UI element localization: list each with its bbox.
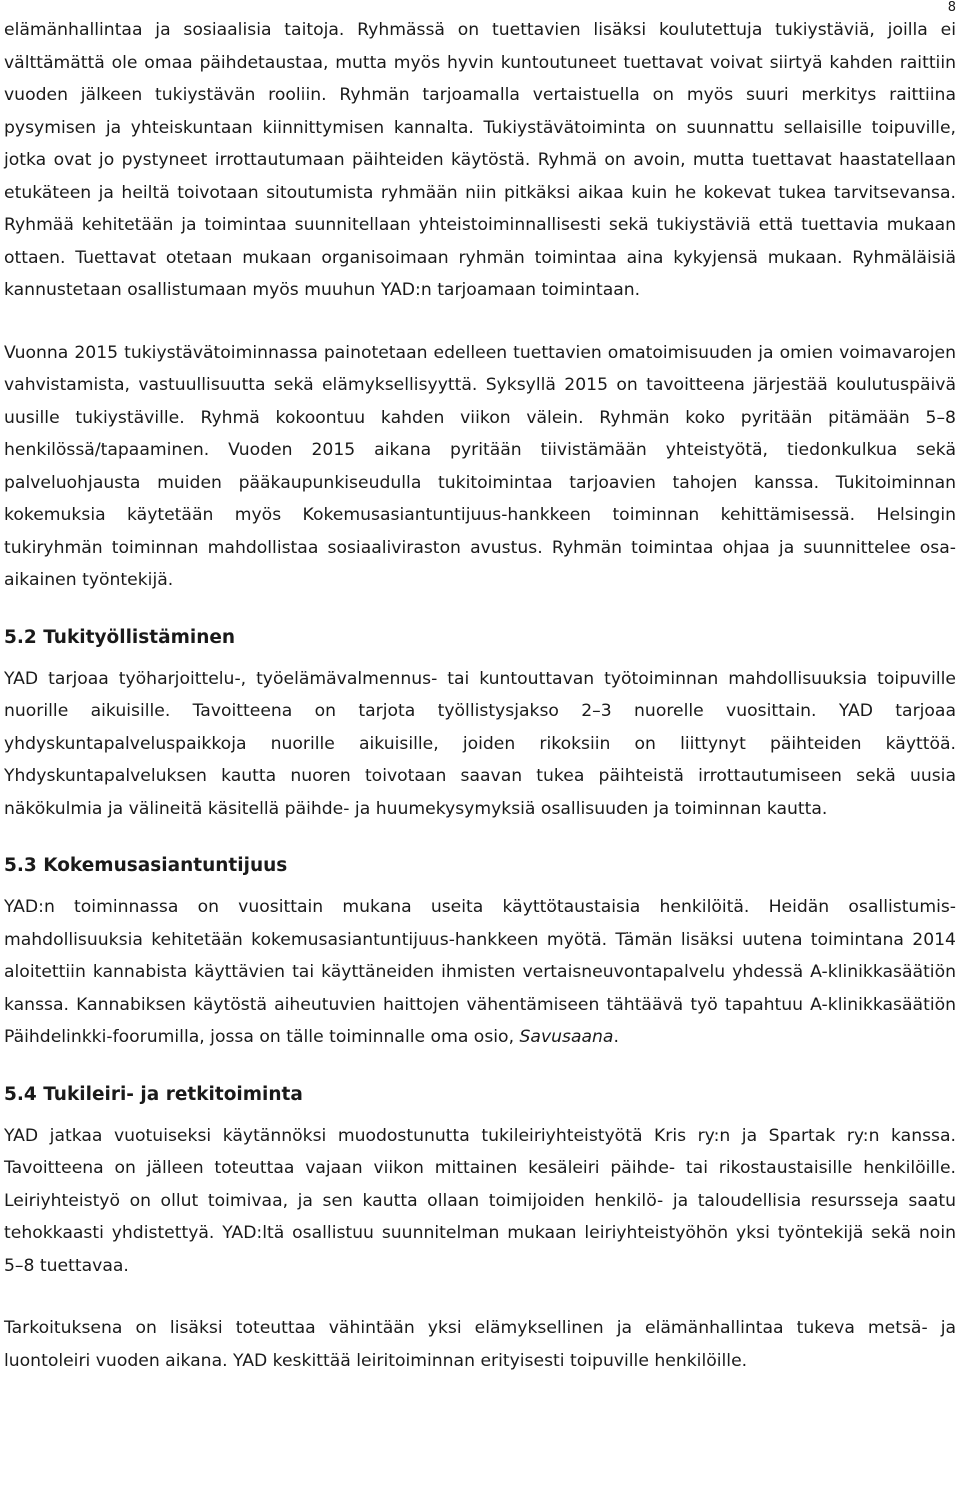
heading-5-4: 5.4 Tukileiri- ja retkitoiminta xyxy=(4,1083,303,1105)
paragraph-experience-expertise xyxy=(4,891,956,1054)
paragraph-camp-cooperation: YAD jatkaa vuotuiseksi käytännöksi muodostunutta tukileiriyhteistyötä Kris ry:n ja Spartak ry:n kanssa. Tavoitteena on jälleen toteuttaa vajaan viikon mittainen kesäleiri päihde- tai rikostaustaisille henkilöille. Leiriyhteistyö on ollut toimivaa, ja sen kautta ollaan toimijoiden henkilö- ja taloudellisia resursseja saatu tehokkaasti yhdistettyä. YAD:ltä osallistuu suunnitelman mukaan leiriyhteistyöhön yksi työntekijä sekä noin 5–8 tuettavaa. xyxy=(4,1125,956,1276)
paragraph-support-goals-2015: Vuonna 2015 tukiystävätoiminnassa painotetaan edelleen tuettavien omatoimisuuden ja omien voimavarojen vahvistamista, vastuullisuutta sekä elämyksellisyyttä. Syksyllä 2015 on tavoitteena järjestää koulutuspäivä uusille tukiystäville. Ryhmä kokoontuu kahden viikon välein. Ryhmän koko pyritään pitämään 5–8 henkilössä/tapaaminen. Vuoden 2015 aikana pyritään tiivistämään yhteistyötä, tiedonkulkua sekä palveluohjausta muiden pääkaupunkiseudulla tukitoimintaa tarjoavien tahojen kanssa. Tukitoiminnan kokemuksia käytetään myös Kokemusasiantuntijuus-hankkeen toiminnan kehittämisessä. Helsingin tukiryhmän toiminnan mahdollistaa sosiaaliviraston avustus. Ryhmän toimintaa ohjaa ja suunnittelee osa-aikainen työntekijä. xyxy=(4,342,956,590)
paragraph-supported-employment: YAD tarjoaa työharjoittelu-, työelämävalmennus- tai kuntouttavan työtoiminnan mahdollisuuksia toipuville nuorille aikuisille. Tavoitteena on tarjota työllistysjakso 2–3 nuorelle vuosittain. YAD tarjoaa yhdyskuntapalveluspaikkoja nuorille aikuisille, joiden rikoksiin on liittynyt päihteiden käyttöä. Yhdyskuntapalveluksen kautta nuoren toivotaan saavan tukea päihteistä irrottautumiseen sekä uusia näkökulmia ja välineitä käsitellä päihde- ja huumekysymyksiä osallisuuden ja toiminnan kautta. xyxy=(4,668,956,819)
savusaana-term: Savusaana xyxy=(519,1027,614,1047)
paragraph-period: . xyxy=(613,1027,619,1047)
paragraph-text: YAD:n toiminnassa on vuosittain mukana useita käyttötaustaisia henkilöitä. Heidän osallistumis-mahdollisuuksia kehitetään kokemusasiantuntijuus-hankkeen myötä. Tämän lisäksi uutena toimintana 2014 aloitettiin kannabista käyttävien tai käyttäneiden ihmisten vertaisneuvontapalvelu yhdessä A-klinikkasäätiön kanssa. Kannabiksen käytöstä aiheutuvien haittojen vähentämiseen tähtäävä työ tapahtuu A-klinikkasäätiön Päihdelinkki-foorumilla, jossa on tälle toiminnalle oma osio, xyxy=(4,897,956,1047)
page-number: 8 xyxy=(947,0,956,15)
paragraph-support-group-intro: elämänhallintaa ja sosiaalisia taitoja. Ryhmässä on tuettavien lisäksi koulutettuja tukiystäviä, joilla ei välttämättä ole omaa päihdetaustaa, mutta myös hyvin kuntoutuneet tuettavat voivat siirtyä kahden raittiin vuoden jälkeen tukiystävän rooliin. Ryhmän tarjoamalla vertaistuella on myös suuri merkitys raittiina pysymisen ja yhteiskuntaan kiinnittymisen kannalta. Tukiystävätoiminta on suunnattu sellaisille toipuville, jotka ovat jo pystyneet irrottautumaan päihteiden käytöstä. Ryhmä on avoin, mutta tuettavat haastatellaan etukäteen ja heiltä toivotaan sitoutumista ryhmään niin pitkäksi aikaa kuin he kokevat tukea tarvitsevansa. Ryhmää kehitetään ja toimintaa suunnitellaan yhteistoiminnallisesti sekä tukiystäviä että tuettavia mukaan ottaen. Tuettavat otetaan mukaan organisoimaan ryhmän toimintaa aina kykyjensä mukaan. Ryhmäläisiä kannustetaan osallistumaan myös muuhun YAD:n tarjoamaan toimintaan. xyxy=(4,20,956,300)
heading-5-3: 5.3 Kokemusasiantuntijuus xyxy=(4,855,288,876)
document-body xyxy=(4,14,956,1377)
paragraph-nature-camp: Tarkoituksena on lisäksi toteuttaa vähintään yksi elämyksellinen ja elämänhallintaa tukeva metsä- ja luontoleiri vuoden aikana. YAD keskittää leiritoiminnan erityisesti toipuville henkilöille. xyxy=(4,1318,956,1371)
heading-5-2: 5.2 Tukityöllistäminen xyxy=(4,626,236,648)
